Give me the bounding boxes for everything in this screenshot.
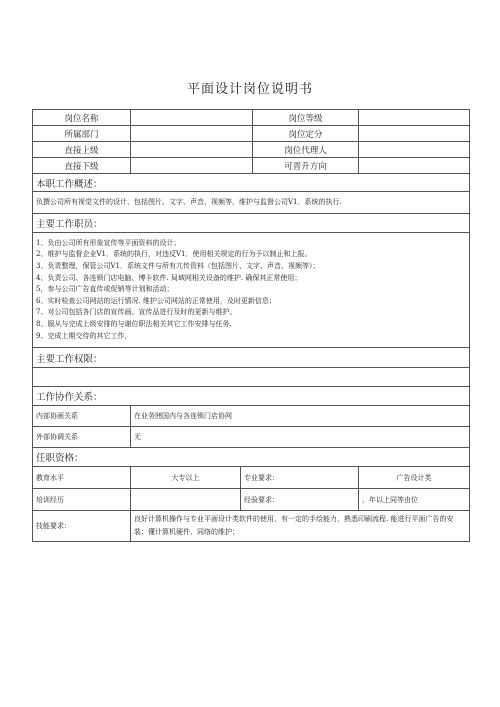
table-row (33, 448, 470, 467)
experience-label: 经验要求： (241, 489, 359, 511)
authority-body (33, 368, 470, 387)
internal-relation-label: 内部协画关系 (33, 406, 131, 427)
overview-heading: 本职工作概述： (33, 174, 470, 192)
list-item: 7、对公司包括各门店的宣传画、宣传品进行及时的更新与维护。 (36, 308, 237, 317)
major-label: 专业要求： (241, 467, 359, 489)
internal-relation-value: 在业务囲国内与各连锁门店协网 (131, 406, 470, 427)
position-value-value (359, 126, 470, 142)
job-info-table (32, 109, 470, 174)
position-grade-label: 岗位等级 (253, 110, 359, 126)
list-item: 4、负责公司、各连锁门店电脑、博卡软件. 局域网相关设备的维护. 确保其正常使用； (36, 273, 302, 282)
skills-label: 技能要求： (33, 511, 131, 542)
authority-heading: 主要工作权限： (33, 348, 470, 368)
table-row (33, 158, 470, 174)
education-label: 教育水平 (33, 467, 131, 489)
position-value-label: 岗位定分 (253, 126, 359, 142)
list-item: 3、负责整理，保管公司V1．系统文件与所有亢传资料（包括图片、文字、声音、视频等）； (36, 262, 320, 271)
position-deputy-value (359, 142, 470, 158)
training-label: 培训经历 (33, 489, 131, 511)
position-grade-value (359, 110, 470, 126)
list-item: 1、负由公司所有形象宣传等平面资料的设计； (36, 238, 181, 247)
training-value (131, 489, 241, 511)
department-value (131, 126, 253, 142)
position-name-value (131, 110, 253, 126)
position-deputy-label: 岗位代理人 (253, 142, 359, 158)
duties-list (33, 233, 470, 348)
page-title: 平面设计岗位说明书 (186, 82, 313, 97)
table-row (33, 214, 470, 233)
external-relation-value: 无 (131, 427, 470, 448)
direct-subordinate-value (131, 158, 253, 174)
table-row (33, 110, 470, 126)
table-row (33, 511, 470, 542)
experience-value: ，年以上同等由位 (359, 489, 470, 511)
table-row (33, 368, 470, 387)
external-relation-label: 外部协调关系 (33, 427, 131, 448)
table-row (33, 467, 470, 489)
list-item: 5，参与公司广告直传或促销等计划和活动； (36, 285, 174, 294)
direct-subordinate-label: 直接下级 (33, 158, 131, 174)
skills-value: 良好计算机操作与专业平面设计类软件的使用，有一定的手绘能力，熟悉印刷流程. 能进行平面广告的安装；懂计算机硬件、同络的维护； (131, 511, 470, 542)
table-row (33, 126, 470, 142)
promotion-direction-value (359, 158, 470, 174)
qualifications-heading: 任职资格： (33, 448, 470, 467)
promotion-direction-label: 可晋升方向 (253, 158, 359, 174)
duties-heading: 主要工作职员： (33, 214, 470, 233)
table-row (33, 233, 470, 348)
table-row (33, 406, 470, 427)
direct-superior-label: 直接上级 (33, 142, 131, 158)
major-value: 广告设计类 (359, 467, 470, 489)
table-row (33, 348, 470, 368)
job-description-table (32, 173, 470, 542)
table-row (33, 387, 470, 406)
table-row (33, 192, 470, 214)
collaboration-heading: 工作协作关系： (33, 387, 470, 406)
table-row (33, 142, 470, 158)
list-item: 2、维护与监督企业V1．系统的执行，对违反V1．使用相关规定的行为予以制止和上报。 (36, 250, 312, 259)
list-item: 8、服从与完成上级安排的与谢位职法相关其它工作安排与任务. (36, 319, 232, 328)
table-row (33, 174, 470, 192)
position-name-label: 岗位名称 (33, 110, 131, 126)
overview-text: 负撰公司所有视觉文件的设计，包括图片、文字、声音、视频等，维护与监督公司V1．系统的执行. (33, 192, 470, 214)
list-item: 6、实时检查公司网站的运行情况. 维护公司网站的正常使用，及时更新信息； (36, 296, 276, 305)
table-row (33, 489, 470, 511)
table-row (33, 427, 470, 448)
department-label: 所属部门 (33, 126, 131, 142)
list-item: 9、完成上期交待的其它工作， (36, 331, 132, 340)
education-value: 大专以上 (131, 467, 241, 489)
direct-superior-value (131, 142, 253, 158)
